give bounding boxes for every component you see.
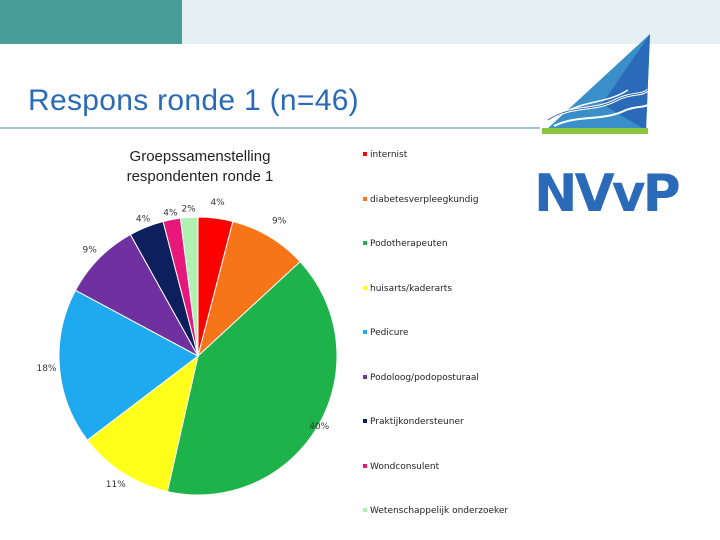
legend-label: diabetesverpleegkundig: [370, 194, 479, 205]
legend-swatch: [363, 330, 367, 334]
legend-swatch: [363, 241, 367, 245]
legend-swatch: [363, 286, 367, 290]
pie-data-label-6: 4%: [135, 214, 151, 225]
legend-swatch: [363, 197, 367, 201]
legend-item-5: [363, 373, 479, 383]
chart-title-line-1: Groepssamenstelling: [129, 148, 271, 165]
legend-item-1: [363, 195, 479, 205]
logo-text: NVvP: [534, 164, 678, 224]
legend-item-8: [363, 506, 508, 516]
pie-data-label-7: 4%: [163, 208, 178, 219]
pie-data-label-4: 18%: [36, 364, 57, 374]
legend-label: huisarts/kaderarts: [370, 283, 453, 294]
pie-data-label-3: 11%: [105, 479, 126, 490]
legend-swatch: [363, 464, 367, 468]
legend-label: Podoloog/podoposturaal: [370, 372, 479, 383]
legend-label: Podotherapeuten: [370, 239, 448, 249]
legend-label: internist: [370, 150, 408, 160]
legend-swatch: [363, 152, 367, 156]
legend-swatch: [363, 375, 367, 379]
chart-title-line-2: respondenten ronde 1: [126, 168, 274, 185]
legend-item-0: [363, 150, 407, 160]
legend-label: Praktijkondersteuner: [370, 417, 464, 427]
legend-item-2: [363, 239, 448, 249]
legend-swatch: [363, 419, 367, 423]
slide-title: Respons ronde 1 (n=46): [28, 84, 359, 117]
legend-item-3: [363, 284, 452, 294]
legend-item-7: [363, 462, 439, 472]
legend-label: Wetenschappelijk onderzoeker: [370, 506, 509, 516]
pie-data-label-8: 2%: [181, 204, 196, 215]
pie-data-label-1: 9%: [272, 216, 287, 227]
pie-data-label-2: 40%: [309, 422, 330, 432]
legend-item-6: [363, 417, 464, 427]
legend-label: Pedicure: [370, 328, 409, 338]
legend-label: Wondconsulent: [370, 461, 440, 472]
legend-swatch: [363, 508, 367, 512]
legend-item-4: [363, 328, 409, 338]
pie-data-label-5: 9%: [82, 245, 97, 256]
pie-data-label-0: 4%: [210, 198, 225, 209]
